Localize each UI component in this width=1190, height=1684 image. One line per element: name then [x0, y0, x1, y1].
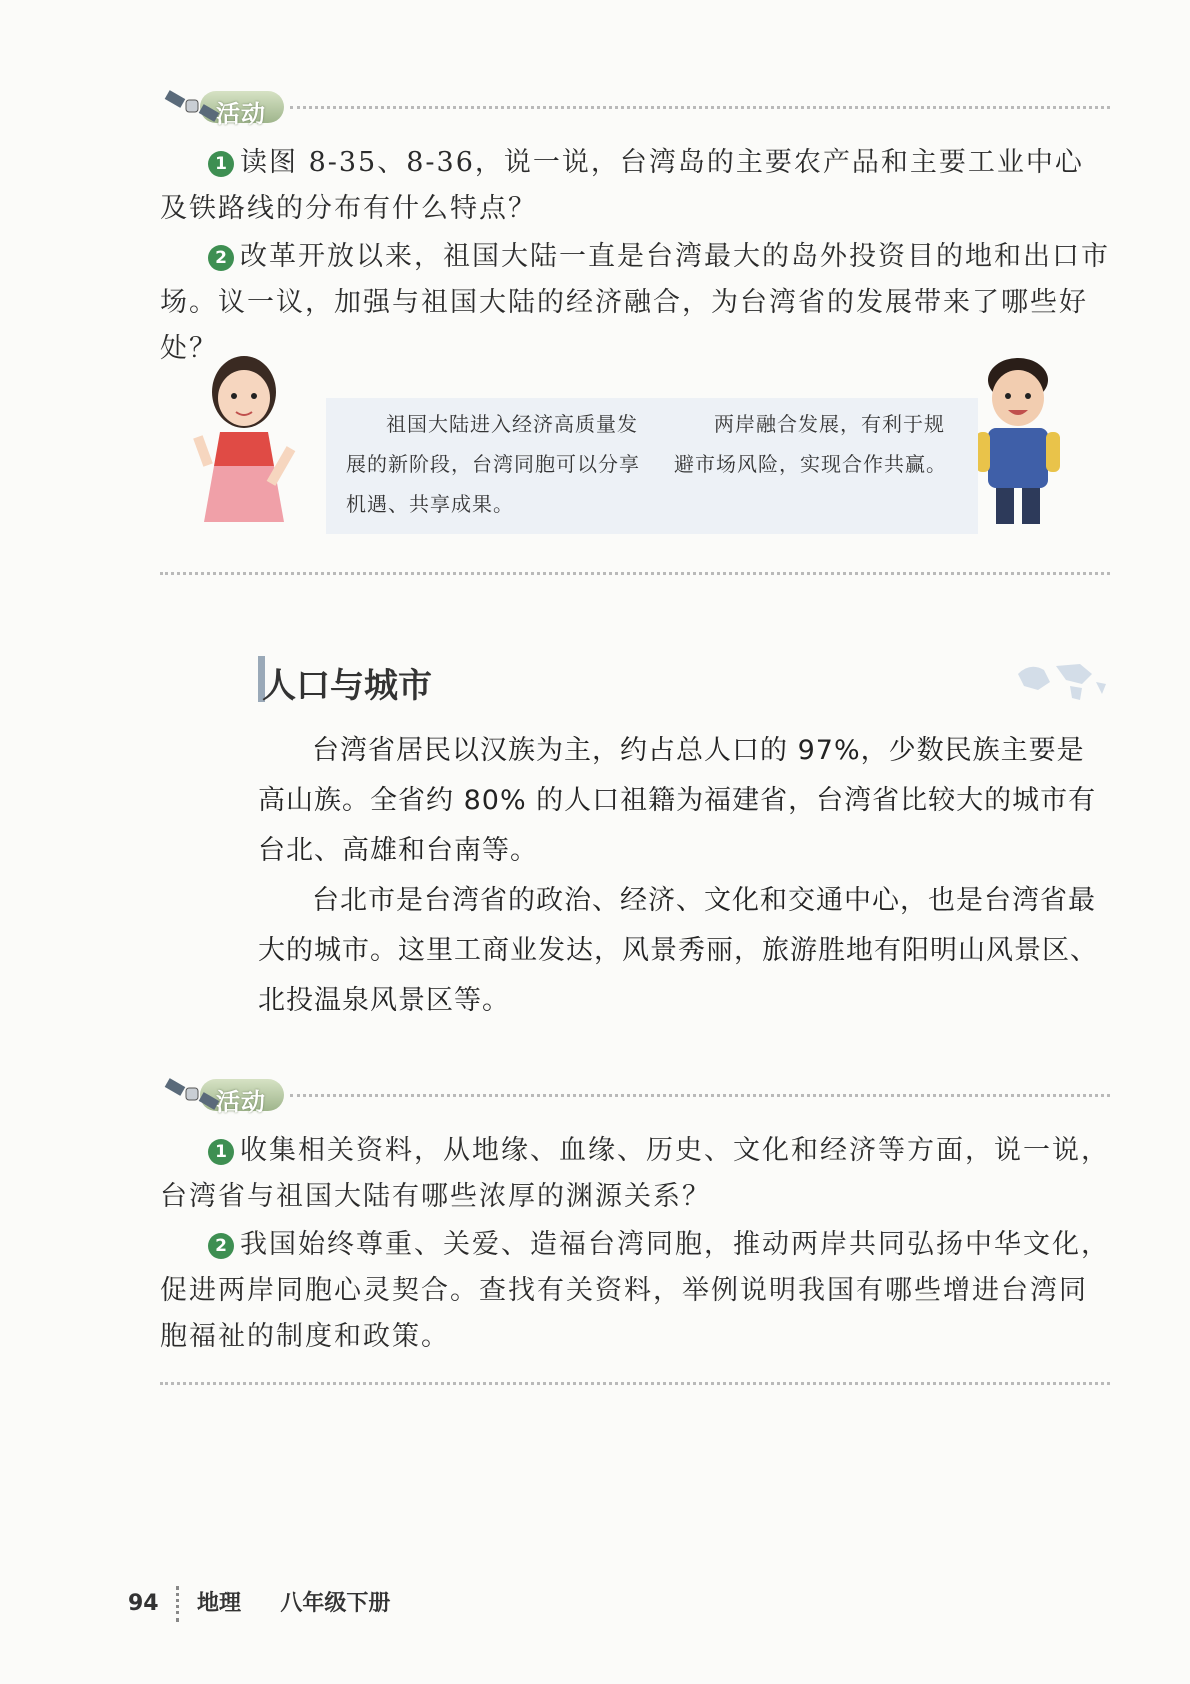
activity-item — [160, 1128, 1110, 1220]
activity-text: 改革开放以来，祖国大陆一直是台湾最大的岛外投资目的地和出口市场。议一议，加强与祖国大陆的经济融合，为台湾省的发展带来了哪些好处？ — [160, 241, 1110, 364]
boy-speech-text: 两岸融合发展，有利于规避市场风险，实现合作共赢。 — [674, 412, 947, 476]
activity-item — [160, 1222, 1110, 1360]
world-map-icon — [1010, 656, 1110, 706]
divider — [290, 1094, 1110, 1097]
girl-speech-bubble — [326, 398, 660, 534]
activity-label: 活动 — [216, 100, 266, 128]
paragraph: 台湾省居民以汉族为主，约占总人口的 97%，少数民族主要是高山族。全省约 80% 的人口祖籍为福建省，台湾省比较大的城市有台北、高雄和台南等。 — [258, 735, 1097, 866]
footer-grade: 八年级下册 — [280, 1591, 391, 1616]
activity-item — [160, 140, 1110, 232]
section-title: 人口与城市 — [262, 666, 432, 706]
activity-badge — [160, 84, 286, 128]
number-badge: 2 — [208, 1233, 234, 1259]
girl-speech-text: 祖国大陆进入经济高质量发展的新阶段，台湾同胞可以分享机遇、共享成果。 — [346, 412, 640, 516]
divider — [160, 572, 1110, 575]
footer-separator — [176, 1586, 179, 1622]
section-body — [258, 726, 1110, 1026]
satellite-icon — [160, 84, 220, 128]
activity-text: 读图 8-35、8-36，说一说，台湾岛的主要农产品和主要工业中心及铁路线的分布有什么特点？ — [160, 147, 1084, 224]
activity-text: 我国始终尊重、关爱、造福台湾同胞，推动两岸共同弘扬中华文化，促进两岸同胞心灵契合。查找有关资料，举例说明我国有哪些增进台湾同胞福祉的制度和政策。 — [160, 1229, 1110, 1352]
number-badge: 2 — [208, 245, 234, 271]
divider — [160, 1382, 1110, 1385]
activity-label: 活动 — [216, 1088, 266, 1116]
page-footer — [128, 1586, 390, 1622]
number-badge: 1 — [208, 1139, 234, 1165]
activity-badge — [160, 1072, 286, 1116]
page-number: 94 — [128, 1591, 159, 1616]
activity-text: 收集相关资料，从地缘、血缘、历史、文化和经济等方面，说一说，台湾省与祖国大陆有哪些浓厚的渊源关系？ — [160, 1135, 1110, 1212]
divider — [290, 106, 1110, 109]
number-badge: 1 — [208, 151, 234, 177]
boy-speech-bubble — [660, 398, 978, 534]
paragraph: 台北市是台湾省的政治、经济、文化和交通中心，也是台湾省最大的城市。这里工商业发达，风景秀丽，旅游胜地有阳明山风景区、北投温泉风景区等。 — [258, 885, 1098, 1016]
girl-illustration — [184, 346, 314, 526]
footer-subject: 地理 — [196, 1591, 241, 1616]
satellite-icon — [160, 1072, 220, 1116]
